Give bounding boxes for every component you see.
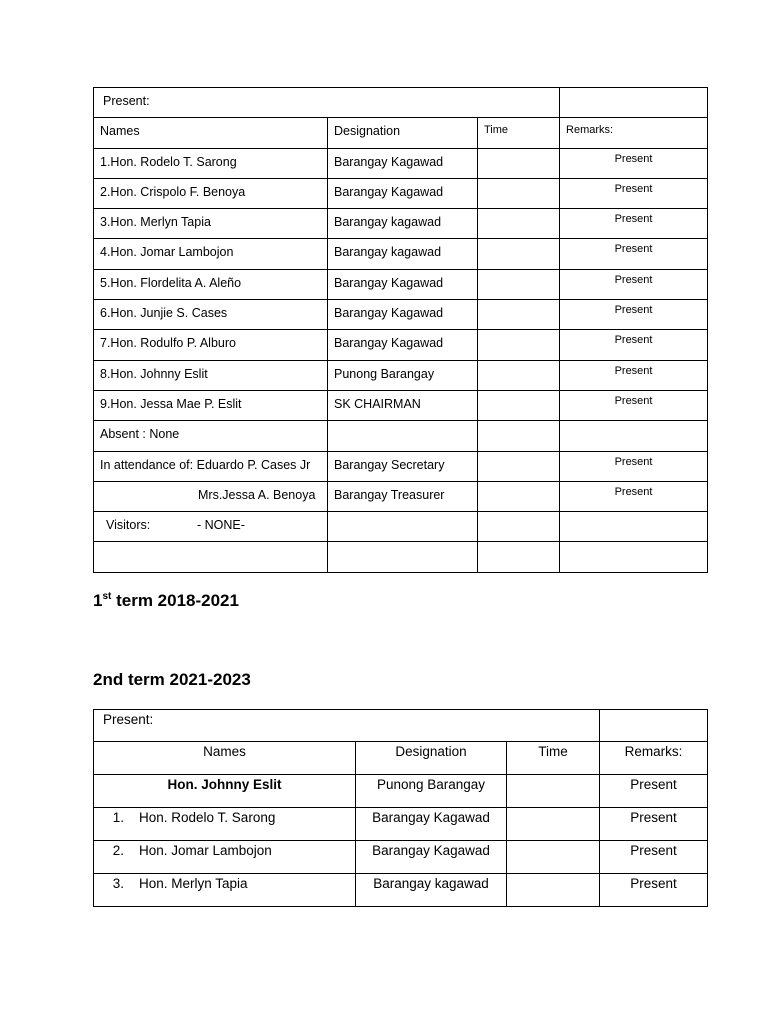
member-remark: Present bbox=[560, 269, 708, 299]
term1-heading bbox=[93, 591, 239, 611]
present-label: Present: bbox=[94, 88, 560, 118]
table-row bbox=[94, 330, 708, 360]
member-name: 4.Hon. Jomar Lambojon bbox=[94, 239, 328, 269]
member-name: 7.Hon. Rodulfo P. Alburo bbox=[94, 330, 328, 360]
member-designation: SK CHAIRMAN bbox=[328, 390, 478, 420]
attendance-name: In attendance of: Eduardo P. Cases Jr bbox=[94, 451, 328, 481]
visitors-label: Visitors: bbox=[106, 518, 151, 533]
member-designation: Barangay Kagawad bbox=[328, 330, 478, 360]
member-remark: Present bbox=[560, 360, 708, 390]
header-designation: Designation bbox=[356, 742, 507, 775]
table-row bbox=[94, 239, 708, 269]
member-remark: Present bbox=[560, 209, 708, 239]
table-row bbox=[94, 178, 708, 208]
member-designation: Barangay Kagawad bbox=[356, 808, 507, 841]
member-remark: Present bbox=[560, 300, 708, 330]
header-remarks: Remarks: bbox=[560, 118, 708, 148]
header-remarks: Remarks: bbox=[600, 742, 708, 775]
attendance-table-term2 bbox=[93, 709, 708, 907]
table-row bbox=[94, 841, 708, 874]
member-remark: Present bbox=[560, 148, 708, 178]
member-name: Hon. Rodelo T. Sarong bbox=[139, 810, 276, 825]
member-name: Hon. Merlyn Tapia bbox=[139, 876, 248, 891]
member-name: 3.Hon. Merlyn Tapia bbox=[94, 209, 328, 239]
table-row bbox=[94, 390, 708, 420]
member-designation: Barangay Kagawad bbox=[328, 148, 478, 178]
present-label: Present: bbox=[94, 710, 600, 742]
attendance-row bbox=[94, 481, 708, 511]
member-name: Hon. Jomar Lambojon bbox=[139, 843, 272, 858]
member-remark: Present bbox=[560, 330, 708, 360]
member-remark: Present bbox=[560, 390, 708, 420]
attendance-designation: Barangay Treasurer bbox=[328, 481, 478, 511]
row-number: 1. bbox=[112, 810, 124, 825]
member-designation: Barangay kagawad bbox=[356, 874, 507, 907]
member-name: 2.Hon. Crispolo F. Benoya bbox=[94, 178, 328, 208]
attendance-remark: Present bbox=[560, 451, 708, 481]
member-designation: Barangay Kagawad bbox=[328, 178, 478, 208]
empty-row bbox=[94, 542, 708, 572]
table-row bbox=[94, 269, 708, 299]
table-row bbox=[94, 300, 708, 330]
member-name: 8.Hon. Johnny Eslit bbox=[94, 360, 328, 390]
member-remark: Present bbox=[600, 841, 708, 874]
header-designation: Designation bbox=[328, 118, 478, 148]
head-remark: Present bbox=[600, 775, 708, 808]
attendance-remark: Present bbox=[560, 481, 708, 511]
term2-heading: 2nd term 2021-2023 bbox=[93, 670, 251, 689]
row-number: 2. bbox=[112, 843, 124, 858]
visitors-value: - NONE- bbox=[197, 518, 245, 533]
member-name: 5.Hon. Flordelita A. Aleño bbox=[94, 269, 328, 299]
attendance-row bbox=[94, 451, 708, 481]
member-remark: Present bbox=[560, 239, 708, 269]
term1-text: term 2018-2021 bbox=[111, 591, 239, 610]
member-designation: Punong Barangay bbox=[328, 360, 478, 390]
attendance-name: Mrs.Jessa A. Benoya bbox=[94, 481, 328, 511]
header-names: Names bbox=[94, 742, 356, 775]
row-number: 3. bbox=[112, 876, 124, 891]
member-designation: Barangay Kagawad bbox=[328, 269, 478, 299]
header-time: Time bbox=[507, 742, 600, 775]
attendance-designation: Barangay Secretary bbox=[328, 451, 478, 481]
table-row bbox=[94, 874, 708, 907]
table-row bbox=[94, 775, 708, 808]
member-remark: Present bbox=[600, 874, 708, 907]
table-row bbox=[94, 360, 708, 390]
member-designation: Barangay Kagawad bbox=[356, 841, 507, 874]
member-designation: Barangay Kagawad bbox=[328, 300, 478, 330]
head-name: Hon. Johnny Eslit bbox=[94, 775, 356, 808]
attendance-table-term1 bbox=[93, 87, 708, 573]
term1-number: 1 bbox=[93, 591, 103, 610]
absent-text: Absent : None bbox=[94, 421, 328, 451]
header-names: Names bbox=[94, 118, 328, 148]
member-name: 9.Hon. Jessa Mae P. Eslit bbox=[94, 390, 328, 420]
term1-suffix: st bbox=[102, 591, 112, 602]
head-designation: Punong Barangay bbox=[356, 775, 507, 808]
absent-row bbox=[94, 421, 708, 451]
header-time: Time bbox=[478, 118, 560, 148]
visitors-row bbox=[94, 512, 708, 542]
table-row bbox=[94, 808, 708, 841]
member-name: 6.Hon. Junjie S. Cases bbox=[94, 300, 328, 330]
member-designation: Barangay kagawad bbox=[328, 209, 478, 239]
table-row bbox=[94, 148, 708, 178]
member-name: 1.Hon. Rodelo T. Sarong bbox=[94, 148, 328, 178]
table-row bbox=[94, 209, 708, 239]
member-remark: Present bbox=[560, 178, 708, 208]
member-remark: Present bbox=[600, 808, 708, 841]
member-designation: Barangay kagawad bbox=[328, 239, 478, 269]
